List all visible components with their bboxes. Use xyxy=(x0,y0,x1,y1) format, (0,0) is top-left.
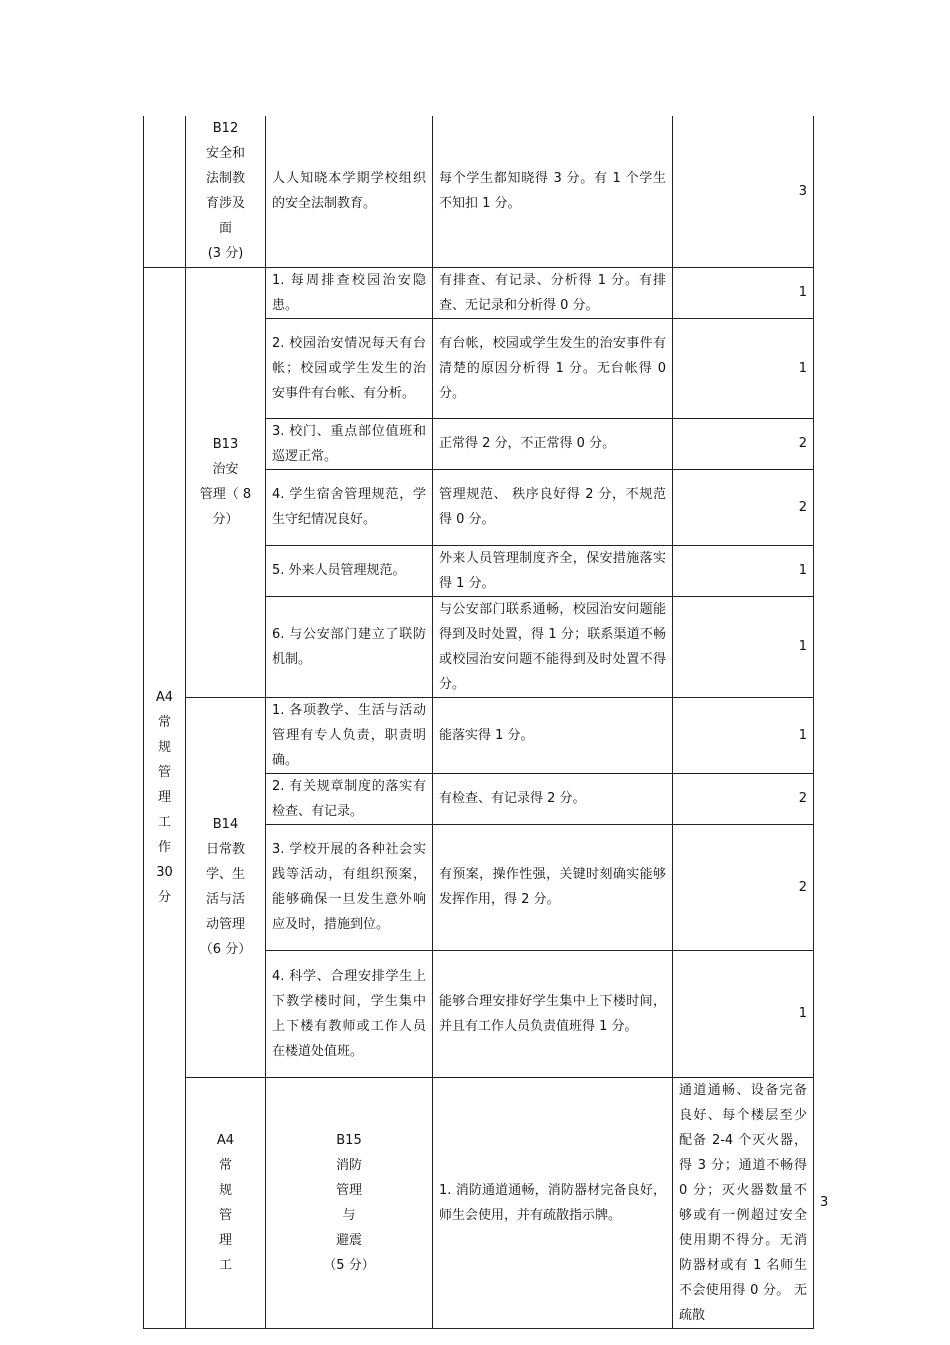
subcategory-b12: B12 安全和 法制教 育涉及 面 (3 分) xyxy=(186,116,266,267)
table-row: A4 常 规 管 理 工 B15 消防 管理 与 避震 （5 分） 1. 消防通道通畅，消防器材完备良好，师生会使用，并有疏散指示牌。 通道通畅、设备完备良好、每个楼层至少配备 2-4 个灭火器，得 3 分；通道不畅得 0 分；灭火器数量不够或有一例超过安全使用期不得分。无消防器材或有 1 名师生不会使用得 0 分。 无疏散 3 xyxy=(144,1077,814,1328)
subcategory-b14: B14 日常教 学、生 活与活 动管理 （6 分） xyxy=(186,697,266,1077)
score-cell: 1 xyxy=(673,545,814,596)
criteria-cell: 与公安部门联系通畅，校园治安问题能得到及时处置，得 1 分；联系渠道不畅或校园治安问题不能得到及时处置不得分。 xyxy=(433,596,673,697)
criteria-cell: 每个学生都知晓得 3 分。有 1 个学生不知扣 1 分。 xyxy=(433,116,673,267)
item-cell: 人人知晓本学期学校组织的安全法制教育。 xyxy=(266,116,433,267)
criteria-cell: 外来人员管理制度齐全，保安措施落实得 1 分。 xyxy=(433,545,673,596)
score-cell: 1 xyxy=(673,596,814,697)
item-cell: 6. 与公安部门建立了联防机制。 xyxy=(266,596,433,697)
criteria-cell: 有检查、有记录得 2 分。 xyxy=(433,773,673,824)
score-cell: 1 xyxy=(673,318,814,418)
score-cell: 1 xyxy=(673,267,814,318)
category-cell-empty xyxy=(144,116,186,267)
criteria-cell: 能落实得 1 分。 xyxy=(433,697,673,773)
score-cell: 2 xyxy=(673,824,814,950)
table-row xyxy=(144,267,814,318)
item-cell: 3. 校门、重点部位值班和巡逻正常。 xyxy=(266,418,433,469)
score-cell: 1 xyxy=(673,950,814,1077)
criteria-cell: 管理规范、 秩序良好得 2 分，不规范得 0 分。 xyxy=(433,469,673,545)
score-cell: 2 xyxy=(673,469,814,545)
score-cell: 2 xyxy=(673,773,814,824)
item-cell: 4. 学生宿舍管理规范，学生守纪情况良好。 xyxy=(266,469,433,545)
criteria-cell: 有台帐，校园或学生发生的治安事件有清楚的原因分析得 1 分。无台帐得 0 分。 xyxy=(433,318,673,418)
category-a4-continued: A4 常 规 管 理 工 xyxy=(186,1077,266,1328)
subcategory-b15: B15 消防 管理 与 避震 （5 分） xyxy=(266,1077,433,1328)
category-a4: A4 常 规 管 理 工 作 30 分 xyxy=(144,267,186,1328)
item-cell: 2. 有关规章制度的落实有检查、有记录。 xyxy=(266,773,433,824)
evaluation-table xyxy=(143,116,829,1329)
score-cell: 3 xyxy=(673,116,814,267)
item-cell: 1. 各项教学、生活与活动管理有专人负责，职责明确。 xyxy=(266,697,433,773)
criteria-cell: 正常得 2 分，不正常得 0 分。 xyxy=(433,418,673,469)
item-cell: 5. 外来人员管理规范。 xyxy=(266,545,433,596)
table-row xyxy=(144,697,814,773)
criteria-cell: 能够合理安排好学生集中上下楼时间，并且有工作人员负责值班得 1 分。 xyxy=(433,950,673,1077)
table-row xyxy=(144,116,814,267)
item-cell: 2. 校园治安情况每天有台帐；校园或学生发生的治安事件有台帐、有分析。 xyxy=(266,318,433,418)
criteria-cell: 通道通畅、设备完备良好、每个楼层至少配备 2-4 个灭火器，得 3 分；通道不畅得 0 分；灭火器数量不够或有一例超过安全使用期不得分。无消防器材或有 1 名师生不会使用得 0 分。 无疏散 xyxy=(673,1077,814,1328)
item-cell: 1. 每周排查校园治安隐患。 xyxy=(266,267,433,318)
item-cell: 3. 学校开展的各种社会实践等活动，有组织预案，能够确保一旦发生意外响应及时，措施到位。 xyxy=(266,824,433,950)
item-cell: 4. 科学、合理安排学生上下教学楼时间，学生集中上下楼有教师或工作人员在楼道处值班。 xyxy=(266,950,433,1077)
criteria-cell: 有预案，操作性强，关键时刻确实能够发挥作用，得 2 分。 xyxy=(433,824,673,950)
criteria-cell: 有排查、有记录、分析得 1 分。有排查、无记录和分析得 0 分。 xyxy=(433,267,673,318)
score-cell: 2 xyxy=(673,418,814,469)
item-cell: 1. 消防通道通畅，消防器材完备良好，师生会使用，并有疏散指示牌。 xyxy=(433,1077,673,1328)
subcategory-b13: B13 治安 管理（ 8 分） xyxy=(186,267,266,697)
score-cell: 1 xyxy=(673,697,814,773)
